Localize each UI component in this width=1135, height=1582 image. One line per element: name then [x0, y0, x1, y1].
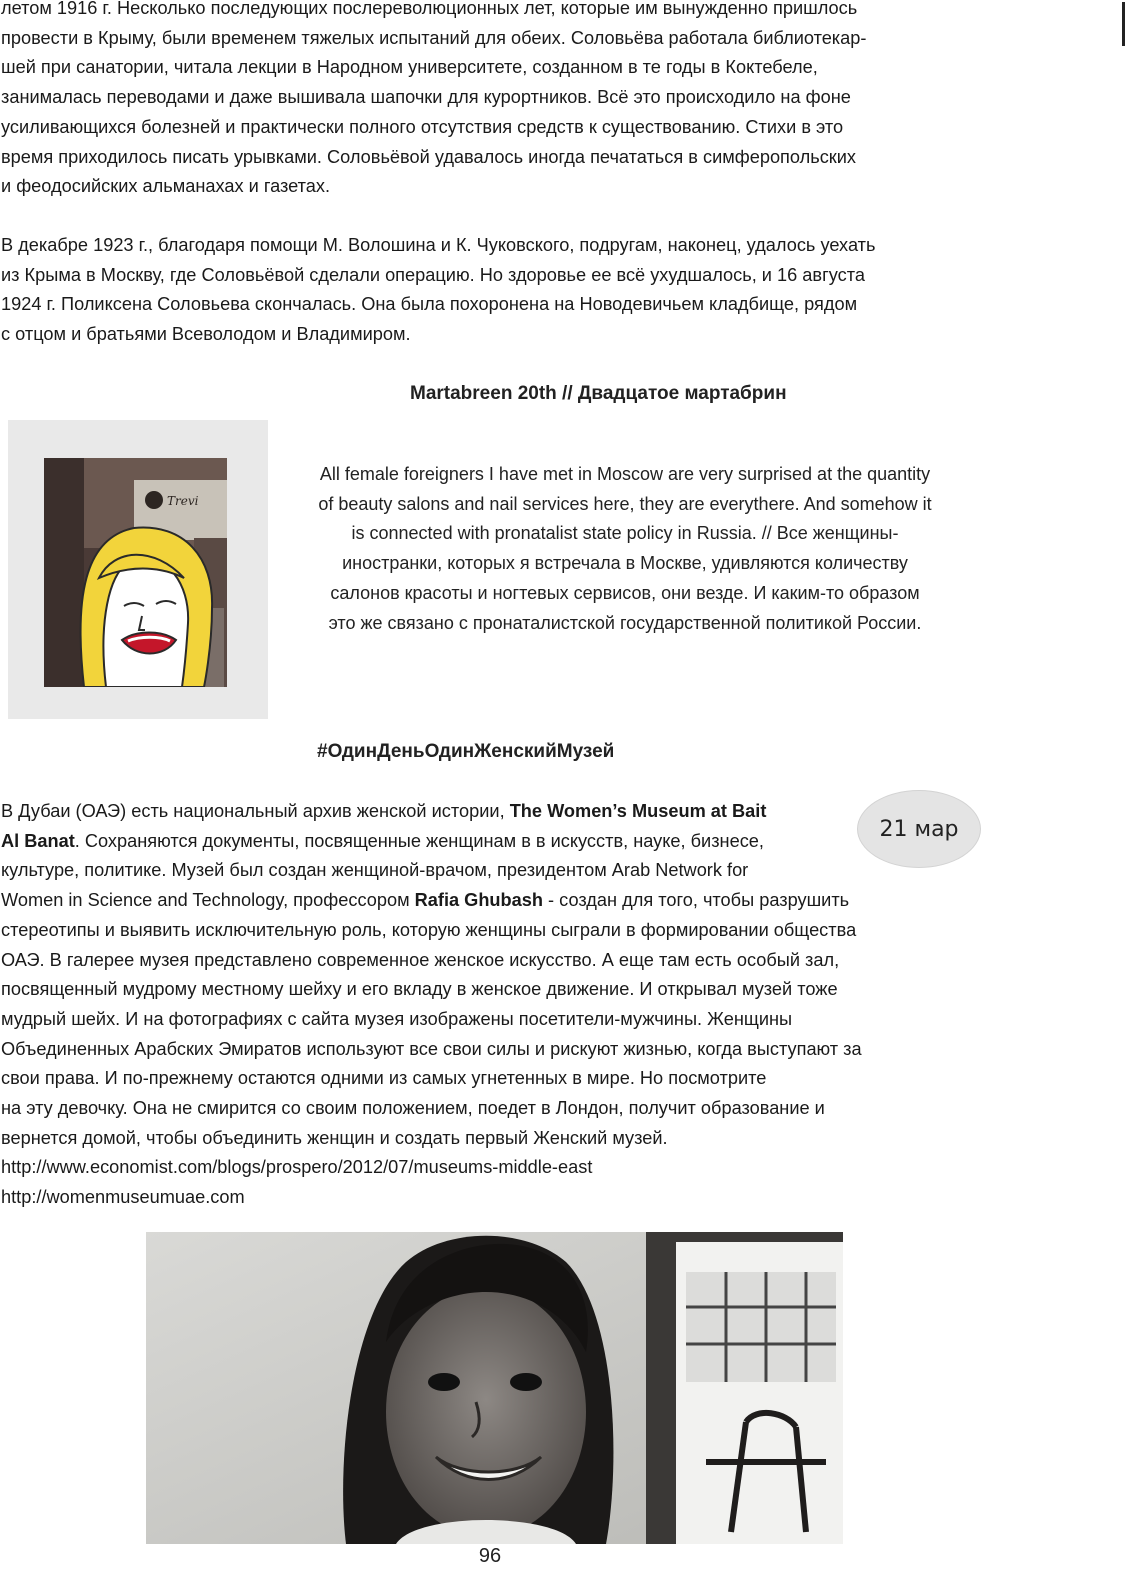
paragraph-1 — [1, 0, 866, 202]
text-line: с отцом и братьями Всеволодом и Владимиром. — [1, 324, 411, 345]
date-badge: 21 мар — [857, 790, 981, 868]
text-line: культуре, политике. Музей был создан женщиной-врачом, президентом Arab Network for — [1, 860, 749, 881]
martabreen-text — [280, 460, 970, 638]
text-line: Объединенных Арабских Эмиратов используют все свои силы и рискуют жизнью, когда выступают за — [1, 1038, 862, 1059]
page-number: 96 — [478, 1545, 502, 1567]
text-line: на эту девочку. Она не смирится со своим положением, поедет в Лондон, получит образование и — [1, 1098, 825, 1119]
text-line: of beauty salons and nail services here, they are everythere. And somehow it — [318, 493, 932, 514]
text-run: . Сохраняются документы, посвященные женщинам в в искусств, науке, бизнесе, — [74, 830, 764, 851]
museum-name: Al Banat — [1, 830, 75, 851]
text-line: салонов красоты и ногтевых сервисов, они везде. И каким-то образом — [330, 582, 920, 603]
text-line: провести в Крыму, были временем тяжелых испытаний для обеих. Соловьёва работала библиотекар- — [1, 27, 867, 48]
martabreen-heading: Martabreen 20th // Двадцатое мартабрин — [410, 383, 787, 404]
martabreen-photo — [44, 458, 227, 687]
text-line: ОАЭ. В галерее музея представлено современное женское искусство. А еще там есть особый зал, — [1, 949, 840, 970]
girl-photo — [146, 1232, 843, 1544]
text-line: посвященный мудрому местному шейху и его вкладу в женское движение. И открывал музей тоже — [1, 979, 838, 1000]
text-line: мудрый шейх. И на фотографиях с сайта музея изображены посетители-мужчины. Женщины — [1, 1008, 793, 1029]
trevi-sign: Trevi — [167, 494, 199, 508]
text-run: Women in Science and Technology, профессором — [1, 890, 415, 911]
text-line: иностранки, которых я встречала в Москве, удивляются количеству — [342, 553, 908, 574]
text-line: летом 1916 г. Несколько последующих послереволюционных лет, которые им вынужденно пришлось — [1, 0, 858, 18]
text-line: 1924 г. Поликсена Соловьева скончалась. Она была похоронена на Новодевичьем кладбище, рядом — [1, 294, 858, 315]
text-line — [1, 797, 862, 827]
text-line: усиливающихся болезней и практически полного отсутствия средств к существованию. Стихи в это — [1, 116, 844, 137]
founder-name: Rafia Ghubash — [414, 890, 543, 911]
text-line: стереотипы и выявить исключительную роль, которую женщины сыграли в формировании общества — [1, 919, 857, 940]
text-line: из Крыма в Москву, где Соловьёвой сделали операцию. Но здоровье ее всё ухудшалось, и 16 августа — [1, 264, 865, 285]
text-line: is connected with pronatalist state policy in Russia. // Все женщины- — [351, 523, 899, 544]
museum-heading: #ОдинДеньОдинЖенскийМузей — [317, 741, 615, 762]
text-line: свои права. И по-прежнему остаются одними из самых угнетенных в мире. Но посмотрите — [1, 1068, 767, 1089]
text-line: время приходилось писать урывками. Соловьёвой удавалось иногда печататься в симферопольских — [1, 146, 857, 167]
text-line: В декабре 1923 г., благодаря помощи М. Волошина и К. Чуковского, подругам, наконец, удалось уехать — [1, 235, 876, 255]
text-line — [1, 827, 862, 857]
text-line: занималась переводами и даже вышивала шапочки для курортников. Всё это происходило на фоне — [1, 87, 851, 108]
link-url[interactable]: http://www.economist.com/blogs/prospero/2012/07/museums-middle-east — [1, 1157, 593, 1178]
text-run: В Дубаи (ОАЭ) есть национальный архив женской истории, — [1, 801, 510, 821]
text-line: All female foreigners I have met in Moscow are very surprised at the quantity — [319, 464, 931, 484]
paragraph-2 — [1, 231, 875, 350]
link-url[interactable]: http://womenmuseumuae.com — [1, 1187, 245, 1208]
text-line: шей при санатории, читала лекции в Народном университете, созданном в те годы в Коктебеле, — [1, 57, 818, 78]
text-line: это же связано с пронаталистской государственной политикой России. — [328, 612, 922, 633]
text-line: и феодосийских альманахах и газетах. — [1, 176, 331, 197]
museum-name: The Women’s Museum at Bait — [509, 801, 767, 821]
museum-paragraph — [1, 797, 862, 1213]
text-line: вернется домой, чтобы объединить женщин и создать первый Женский музей. — [1, 1127, 668, 1148]
text-line — [1, 886, 862, 916]
text-run: - создан для того, чтобы разрушить — [542, 890, 850, 911]
margin-rule — [1122, 2, 1125, 46]
